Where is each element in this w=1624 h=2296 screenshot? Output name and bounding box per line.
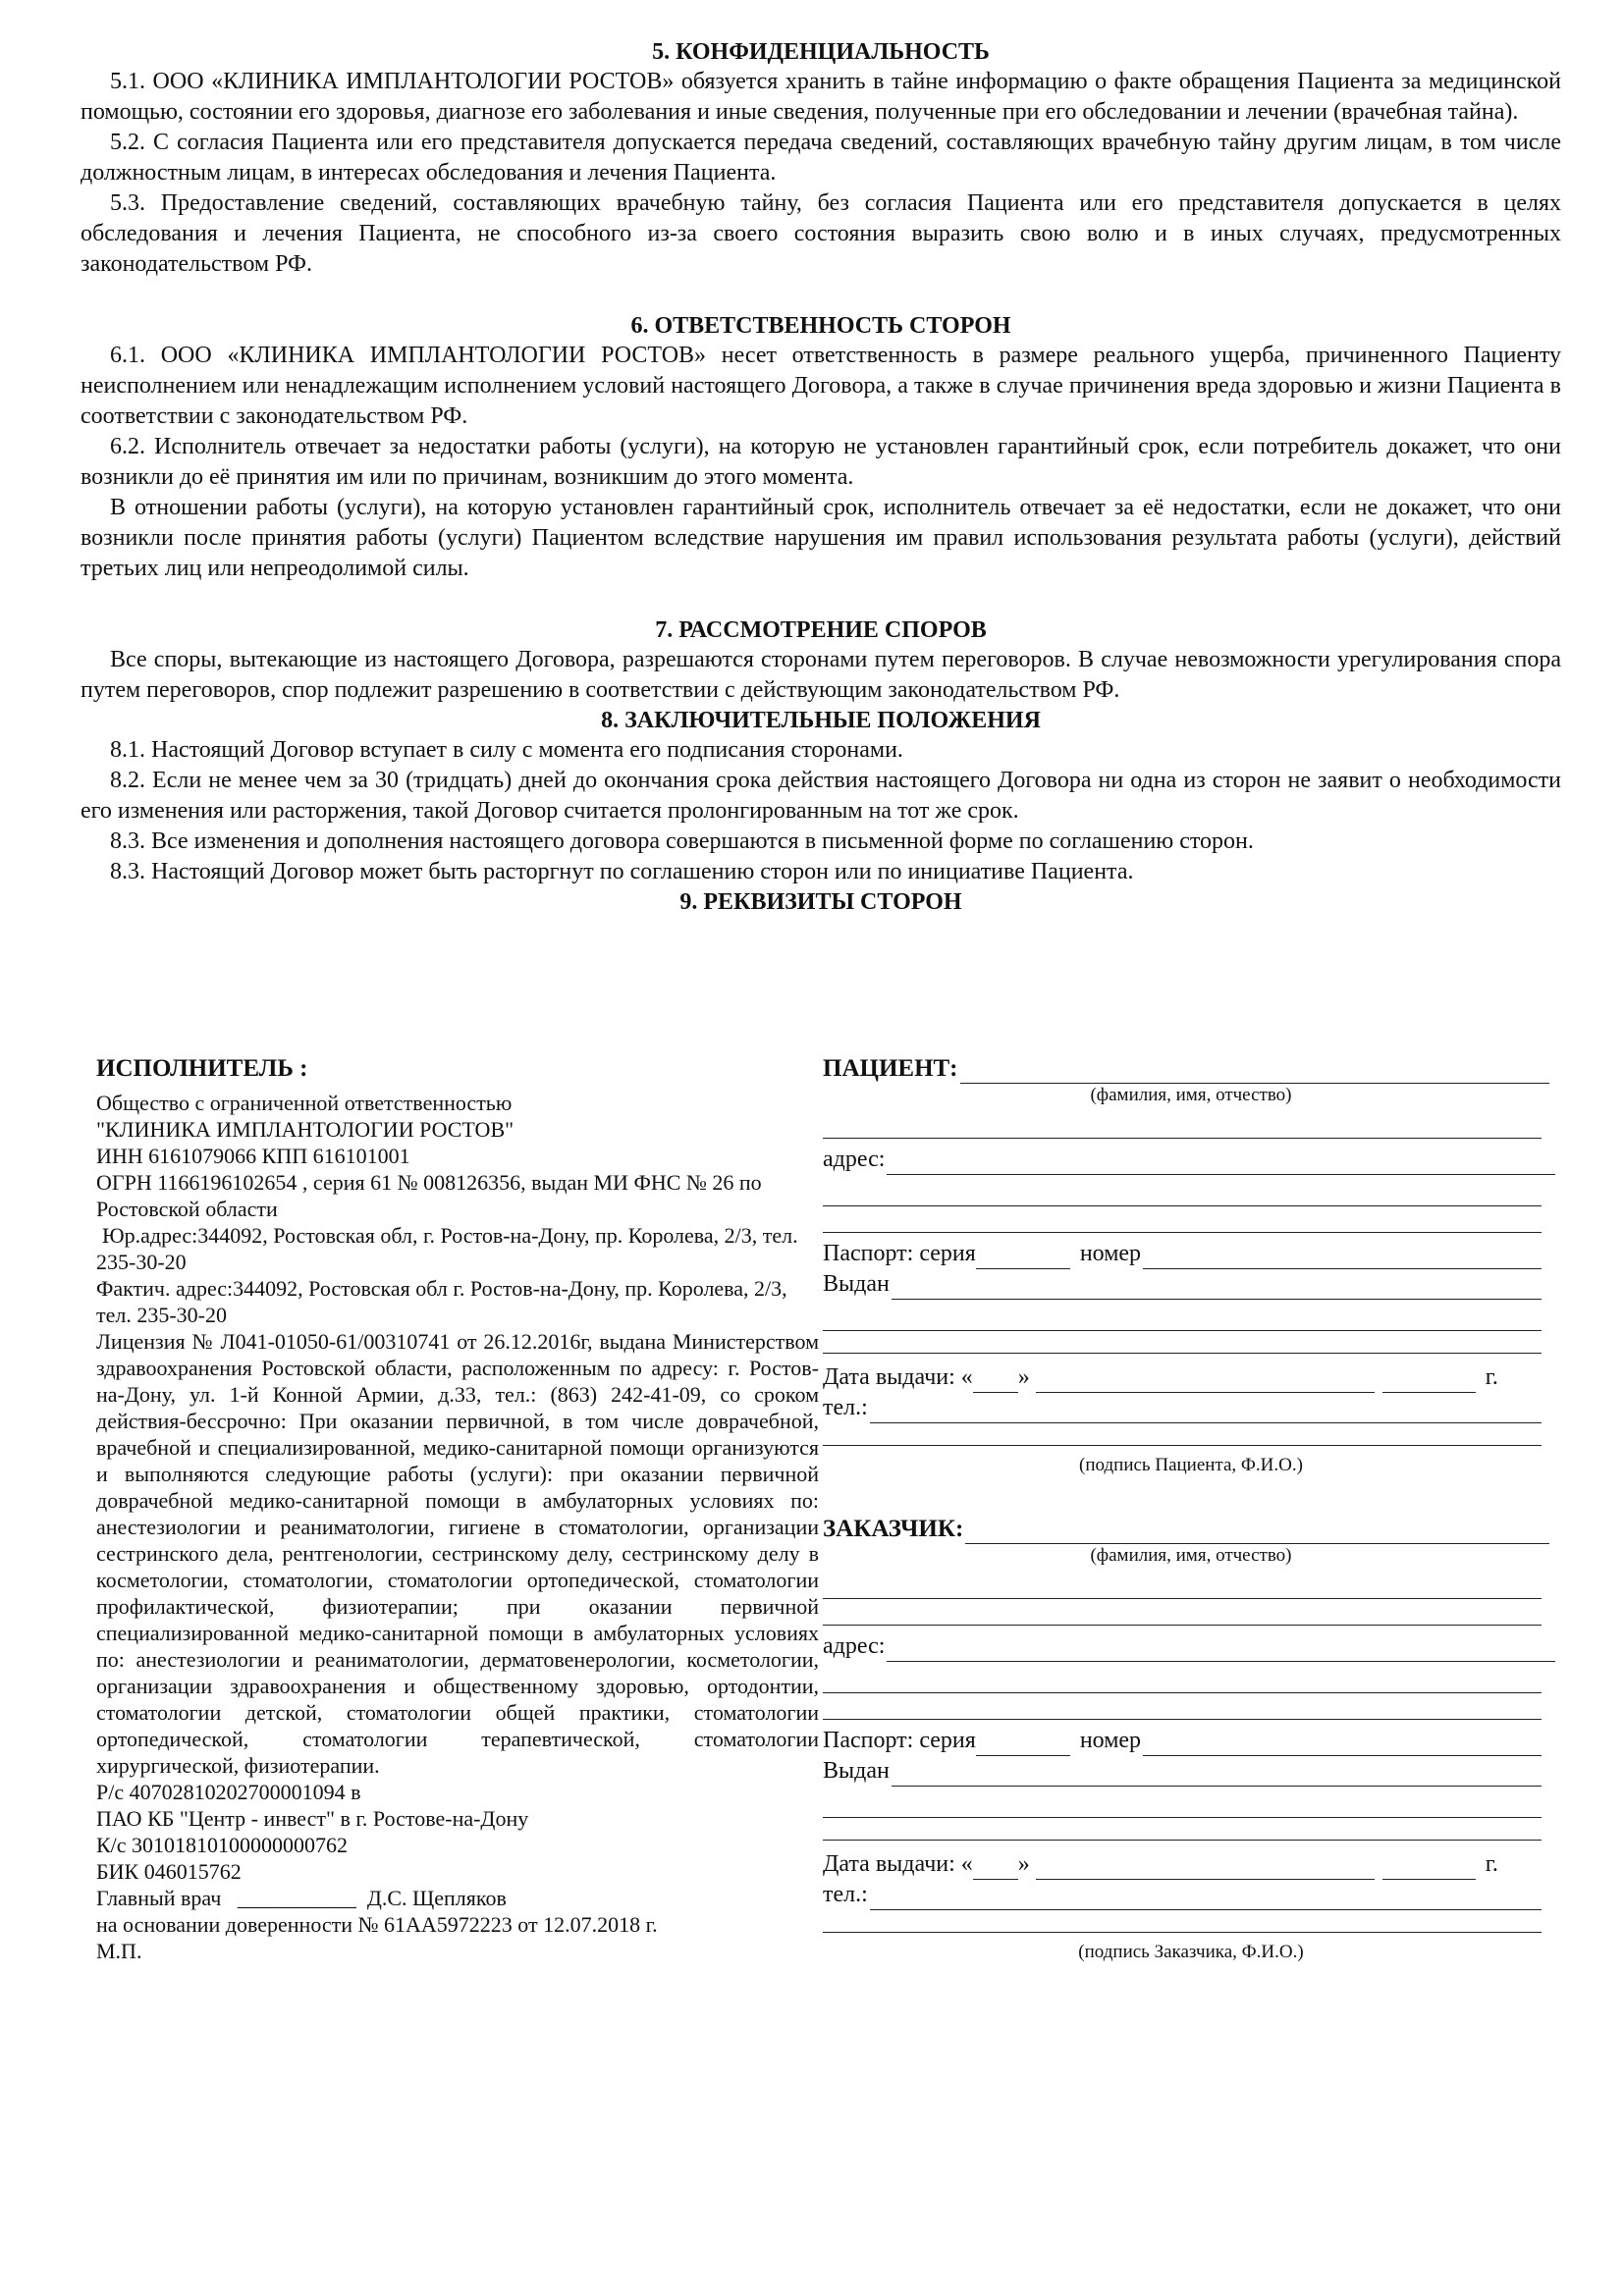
- customer-year-suffix: г.: [1485, 1851, 1498, 1877]
- customer-phone-label: тел.:: [823, 1882, 868, 1907]
- customer-name-field[interactable]: [965, 1520, 1549, 1544]
- patient-name-line-2[interactable]: [823, 1107, 1542, 1139]
- patient-issue-date-row: [823, 1354, 1559, 1393]
- customer-passport-series-field[interactable]: [976, 1732, 1070, 1756]
- section-7-clause-1: Все споры, вытекающие из настоящего Договора, разрешаются сторонами путем переговоров. В случае невозможности урегулирования спора путем переговоров, спор подлежит разрешению в соответствии с действующим законодательством РФ.: [81, 647, 1561, 703]
- customer-phone-field[interactable]: [870, 1886, 1542, 1910]
- customer-issued-line-3[interactable]: [823, 1818, 1542, 1841]
- executor-title: ИСПОЛНИТЕЛЬ :: [96, 1055, 308, 1082]
- patient-address-label: адрес:: [823, 1147, 886, 1172]
- customer-issued-row: [823, 1756, 1559, 1787]
- customer-issued-line-2[interactable]: [823, 1787, 1542, 1818]
- executor-license: Лицензия № Л041-01050-61/00310741 от 26.12.2016г, выдана Министерством здравоохранения Ростовской области, расположенным по адресу: г. Ростов-на-Дону, ул. 1-й Конной Армии, д.33, тел.: (863) 242-41-09, со сроком действия-бессрочно: При оказании первичной, в том числе доврачебной, врачебной и специализированной, медико-санитарной помощи организуются и выполняются следующие работы (услуги): при оказании первичной доврачебной медико-санитарной помощи в амбулаторных условиях по: анестезиологии и реаниматологии, гигиене в стоматологии, организации сестринского дела, рентгенологии, сестринскому делу, сестринскому делу в косметологии, стоматологии, стоматологии ортопедической, стоматологии профилактической, физиотерапии; при оказании первичной специализированной медико-санитарной помощи в амбулаторных условиях по: анестезиологии и реаниматологии, дерматовенерологии, косметологии, организации здравоохранения и общественному здоровью, ортодонтии, стоматологии детской, стоматологии общей практики, стоматологии ортопедической, стоматологии терапевтической, стоматологии хирургической, физиотерапии.: [96, 1329, 819, 1778]
- customer-passport-number-label: номер: [1079, 1728, 1142, 1753]
- patient-name-row: [823, 1054, 1559, 1084]
- section-8-clause-1: 8.1. Настоящий Договор вступает в силу с момента его подписания сторонами.: [110, 737, 903, 763]
- customer-address-row: [823, 1626, 1559, 1662]
- section-6-clause-3: В отношении работы (услуги), на которую установлен гарантийный срок, исполнитель отвечает за её недостатки, если не докажет, что они возникли после принятия работы (услуги) Пациентом вследствие нарушения им правил использования результата работы (услуги), действий третьих лиц или непреодолимой силы.: [81, 495, 1561, 581]
- customer-address-label: адрес:: [823, 1633, 886, 1659]
- customer-signature-line[interactable]: [823, 1910, 1542, 1933]
- patient-phone-row: [823, 1393, 1559, 1423]
- customer-issued-field[interactable]: [892, 1762, 1542, 1787]
- patient-address-field[interactable]: [887, 1150, 1555, 1175]
- doctor-label: Главный врач: [96, 1886, 222, 1910]
- patient-passport-row: [823, 1233, 1559, 1269]
- doctor-signature-blank: ___________: [237, 1886, 356, 1910]
- customer-issue-month-field[interactable]: [1036, 1855, 1375, 1880]
- section-8-clause-3: 8.3. Все изменения и дополнения настоящего договора совершаются в письменной форме по соглашению сторон.: [110, 828, 1254, 854]
- customer-sign-caption: (подпись Заказчика, Ф.И.О.): [1078, 1942, 1304, 1962]
- patient-signature-line[interactable]: [823, 1423, 1542, 1446]
- customer-issued-label: Выдан: [823, 1758, 890, 1784]
- party-details: [81, 1054, 1561, 2134]
- patient-issued-line-3[interactable]: [823, 1331, 1542, 1354]
- customer-name-line-2[interactable]: [823, 1568, 1542, 1599]
- executor-bank: ПАО КБ "Центр - инвест" в г. Ростове-на-Дону: [96, 1806, 529, 1831]
- executor-stamp-place: М.П.: [96, 1939, 142, 1963]
- patient-issue-date-close: »: [1017, 1364, 1030, 1390]
- patient-issued-row: [823, 1269, 1559, 1300]
- patient-name-field[interactable]: [960, 1059, 1549, 1084]
- customer-issue-day-field[interactable]: [973, 1855, 1018, 1880]
- customer-issue-year-field[interactable]: [1382, 1855, 1476, 1880]
- executor-signature-line: [96, 1885, 819, 1911]
- section-9-title: 9. РЕКВИЗИТЫ СТОРОН: [679, 889, 962, 915]
- patient-sign-caption: (подпись Пациента, Ф.И.О.): [1079, 1455, 1303, 1475]
- patient-year-suffix: г.: [1485, 1364, 1498, 1390]
- section-6-clause-1: 6.1. ООО «КЛИНИКА ИМПЛАНТОЛОГИИ РОСТОВ» несет ответственность в размере реального ущерба, причиненного Пациенту неисполнением или ненадлежащим исполнением условий настоящего Договора, а также в случае причинения вреда здоровью и жизни Пациента в соответствии с законодательством РФ.: [81, 343, 1561, 429]
- customer-issue-date-row: [823, 1841, 1559, 1880]
- patient-issue-year-field[interactable]: [1382, 1368, 1476, 1393]
- section-7-title: 7. РАССМОТРЕНИЕ СПОРОВ: [655, 617, 987, 643]
- customer-address-field[interactable]: [887, 1637, 1555, 1662]
- patient-address-line-3[interactable]: [823, 1206, 1542, 1233]
- section-5-clause-3: 5.3. Предоставление сведений, составляющих врачебную тайну, без согласия Пациента или его представителя допускается в целях обследования и лечения Пациента, не способного из-за своего состояния выразить свою волю и в иных случаях, предусмотренных законодательством РФ.: [81, 190, 1561, 277]
- patient-issued-line-2[interactable]: [823, 1300, 1542, 1331]
- customer-passport-series-label: Паспорт: серия: [823, 1728, 976, 1753]
- section-5-clause-2: 5.2. С согласия Пациента или его представителя допускается передача сведений, составляющих врачебную тайну другим лицам, в том числе должностным лицам, в интересах обследования и лечения Пациента.: [81, 130, 1561, 186]
- patient-passport-series-field[interactable]: [976, 1245, 1070, 1269]
- patient-phone-label: тел.:: [823, 1395, 868, 1420]
- customer-title: ЗАКАЗЧИК:: [823, 1516, 964, 1542]
- customer-name-row: [823, 1515, 1559, 1544]
- executor-org-form: Общество с ограниченной ответственностью: [96, 1091, 513, 1115]
- executor-block: [96, 1054, 819, 1964]
- customer-fio-caption: (фамилия, имя, отчество): [1090, 1545, 1292, 1566]
- executor-bik: БИК 046015762: [96, 1859, 242, 1884]
- patient-passport-number-label: номер: [1079, 1241, 1142, 1266]
- executor-inn: ИНН 6161079066 КПП 616101001: [96, 1144, 410, 1168]
- executor-basis: на основании доверенности № 61АА5972223 от 12.07.2018 г.: [96, 1912, 658, 1937]
- customer-issue-date-label: Дата выдачи: «: [823, 1851, 973, 1877]
- customer-passport-row: [823, 1720, 1559, 1756]
- executor-legal-address: Юр.адрес:344092, Ростовская обл, г. Ростов-на-Дону, пр. Королева, 2/3, тел. 235-30-20: [96, 1223, 798, 1274]
- patient-address-line-2[interactable]: [823, 1175, 1542, 1206]
- parties-form: [823, 1054, 1559, 1964]
- patient-issued-field[interactable]: [892, 1275, 1542, 1300]
- executor-actual-address: Фактич. адрес:344092, Ростовская обл г. Ростов-на-Дону, пр. Королева, 2/3, тел. 235-30-20: [96, 1276, 787, 1327]
- doctor-name: Д.С. Щепляков: [366, 1886, 507, 1910]
- customer-issue-date-close: »: [1017, 1851, 1030, 1877]
- patient-issue-month-field[interactable]: [1036, 1368, 1375, 1393]
- patient-passport-number-field[interactable]: [1143, 1245, 1542, 1269]
- customer-passport-number-field[interactable]: [1143, 1732, 1542, 1756]
- patient-passport-series-label: Паспорт: серия: [823, 1241, 976, 1266]
- patient-issued-label: Выдан: [823, 1271, 890, 1297]
- patient-block: [823, 1054, 1559, 1477]
- customer-name-line-3[interactable]: [823, 1599, 1542, 1626]
- section-8-title: 8. ЗАКЛЮЧИТЕЛЬНЫЕ ПОЛОЖЕНИЯ: [601, 708, 1041, 733]
- customer-address-line-2[interactable]: [823, 1662, 1542, 1693]
- patient-title: ПАЦИЕНТ:: [823, 1055, 958, 1082]
- executor-org-name: "КЛИНИКА ИМПЛАНТОЛОГИИ РОСТОВ": [96, 1117, 514, 1142]
- patient-issue-day-field[interactable]: [973, 1368, 1018, 1393]
- patient-fio-caption: (фамилия, имя, отчество): [1090, 1085, 1292, 1105]
- section-5-clause-1: 5.1. ООО «КЛИНИКА ИМПЛАНТОЛОГИИ РОСТОВ» обязуется хранить в тайне информацию о факте обращения Пациента за медицинской помощью, состоянии его здоровья, диагнозе его заболевания и иные сведения, полученные при его обследовании и лечении (врачебная тайна).: [81, 69, 1561, 125]
- patient-issue-date-label: Дата выдачи: «: [823, 1364, 973, 1390]
- section-8-clause-2: 8.2. Если не менее чем за 30 (тридцать) дней до окончания срока действия настоящего Договора ни одна из сторон не заявит о необходимости его изменения или расторжения, такой Договор считается пролонгированным на тот же срок.: [81, 768, 1561, 824]
- patient-address-row: [823, 1139, 1559, 1175]
- executor-corr-account: К/с 30101810100000000762: [96, 1833, 349, 1857]
- section-5-title: 5. КОНФИДЕНЦИАЛЬНОСТЬ: [652, 39, 990, 65]
- customer-block: [823, 1515, 1559, 1964]
- executor-account: Р/с 40702810202700001094 в: [96, 1780, 361, 1804]
- document-page: [81, 37, 1561, 1963]
- section-6-clause-2: 6.2. Исполнитель отвечает за недостатки работы (услуги), на которую не установлен гарантийный срок, если потребитель докажет, что они возникли до её принятия им или по причинам, возникшим до этого момента.: [81, 434, 1561, 490]
- patient-phone-field[interactable]: [870, 1399, 1542, 1423]
- section-8-clause-4: 8.3. Настоящий Договор может быть расторгнут по соглашению сторон или по инициативе Пациента.: [110, 859, 1134, 884]
- section-6-title: 6. ОТВЕТСТВЕННОСТЬ СТОРОН: [630, 313, 1011, 339]
- executor-ogrn: ОГРН 1166196102654 , серия 61 № 008126356, выдан МИ ФНС № 26 по Ростовской области: [96, 1170, 762, 1221]
- customer-address-line-3[interactable]: [823, 1693, 1542, 1720]
- customer-phone-row: [823, 1880, 1559, 1910]
